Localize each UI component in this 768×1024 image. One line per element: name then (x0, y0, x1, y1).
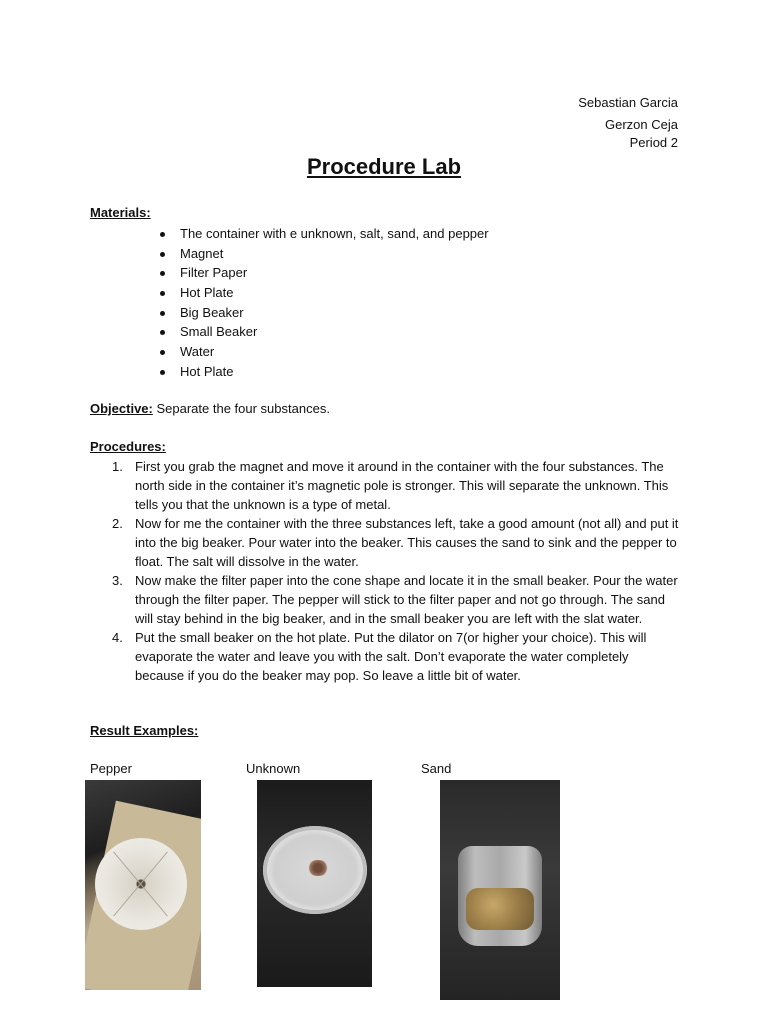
procedure-step (90, 457, 680, 514)
materials-item: Hot Plate (160, 362, 489, 382)
step-number: 4. (112, 630, 123, 645)
procedure-step (90, 571, 680, 628)
petri-dish (263, 826, 367, 914)
materials-item: Filter Paper (160, 263, 489, 283)
materials-item: Big Beaker (160, 303, 489, 323)
class-period: Period 2 (629, 135, 678, 150)
sand-photo (440, 780, 560, 1000)
step-number: 1. (112, 459, 123, 474)
metal-particles (307, 860, 329, 876)
results-heading: Result Examples: (90, 723, 199, 738)
procedure-step (90, 514, 680, 571)
materials-item: Hot Plate (160, 283, 489, 303)
step-text: Put the small beaker on the hot plate. Put the dilator on 7(or higher your choice). This will evaporate the water and leave you with the salt. Don’t evaporate the water completely because if you do the beaker may pop. So leave a little bit of water. (135, 630, 647, 683)
materials-item: Small Beaker (160, 322, 489, 342)
step-text: Now make the filter paper into the cone shape and locate it in the small beaker. Pour the water through the filter paper. The pepper will stick to the filter paper and not go through. The sand will stay behind in the big beaker, and in the small beaker you are left with the slat water. (135, 573, 678, 626)
step-text: Now for me the container with the three substances left, take a good amount (not all) and put it into the big beaker. Pour water into the beaker. This causes the sand to sink and the pepper to float. The salt will dissolve in the water. (135, 516, 679, 569)
sand-in-beaker (466, 888, 534, 930)
caption-unknown: Unknown (246, 761, 301, 776)
procedure-step (90, 628, 680, 685)
procedures-heading: Procedures: (90, 439, 166, 454)
caption-sand: Sand (421, 761, 452, 776)
materials-item: Magnet (160, 244, 489, 264)
materials-heading: Materials: (90, 205, 151, 220)
document-title: Procedure Lab (306, 154, 462, 179)
materials-item: Water (160, 342, 489, 362)
step-text: First you grab the magnet and move it around in the container with the four substances. The north side in the container it’s magnetic pole is stronger. This will separate the unknown. This tells you that the unknown is a type of metal. (135, 459, 669, 512)
author-name-1: Sebastian Garcia (578, 95, 678, 110)
materials-item: The container with e unknown, salt, sand, and pepper (160, 224, 489, 244)
procedures-list (90, 457, 680, 685)
step-number: 2. (112, 516, 123, 531)
objective-label: Objective: (90, 401, 153, 416)
unknown-photo (257, 780, 372, 987)
objective (90, 401, 330, 416)
objective-text: Separate the four substances. (156, 401, 330, 416)
materials-list (160, 224, 489, 382)
caption-pepper: Pepper (90, 761, 132, 776)
step-number: 3. (112, 573, 123, 588)
author-name-2: Gerzon Ceja (605, 117, 678, 132)
pepper-photo (85, 780, 201, 990)
filter-paper (95, 838, 187, 930)
